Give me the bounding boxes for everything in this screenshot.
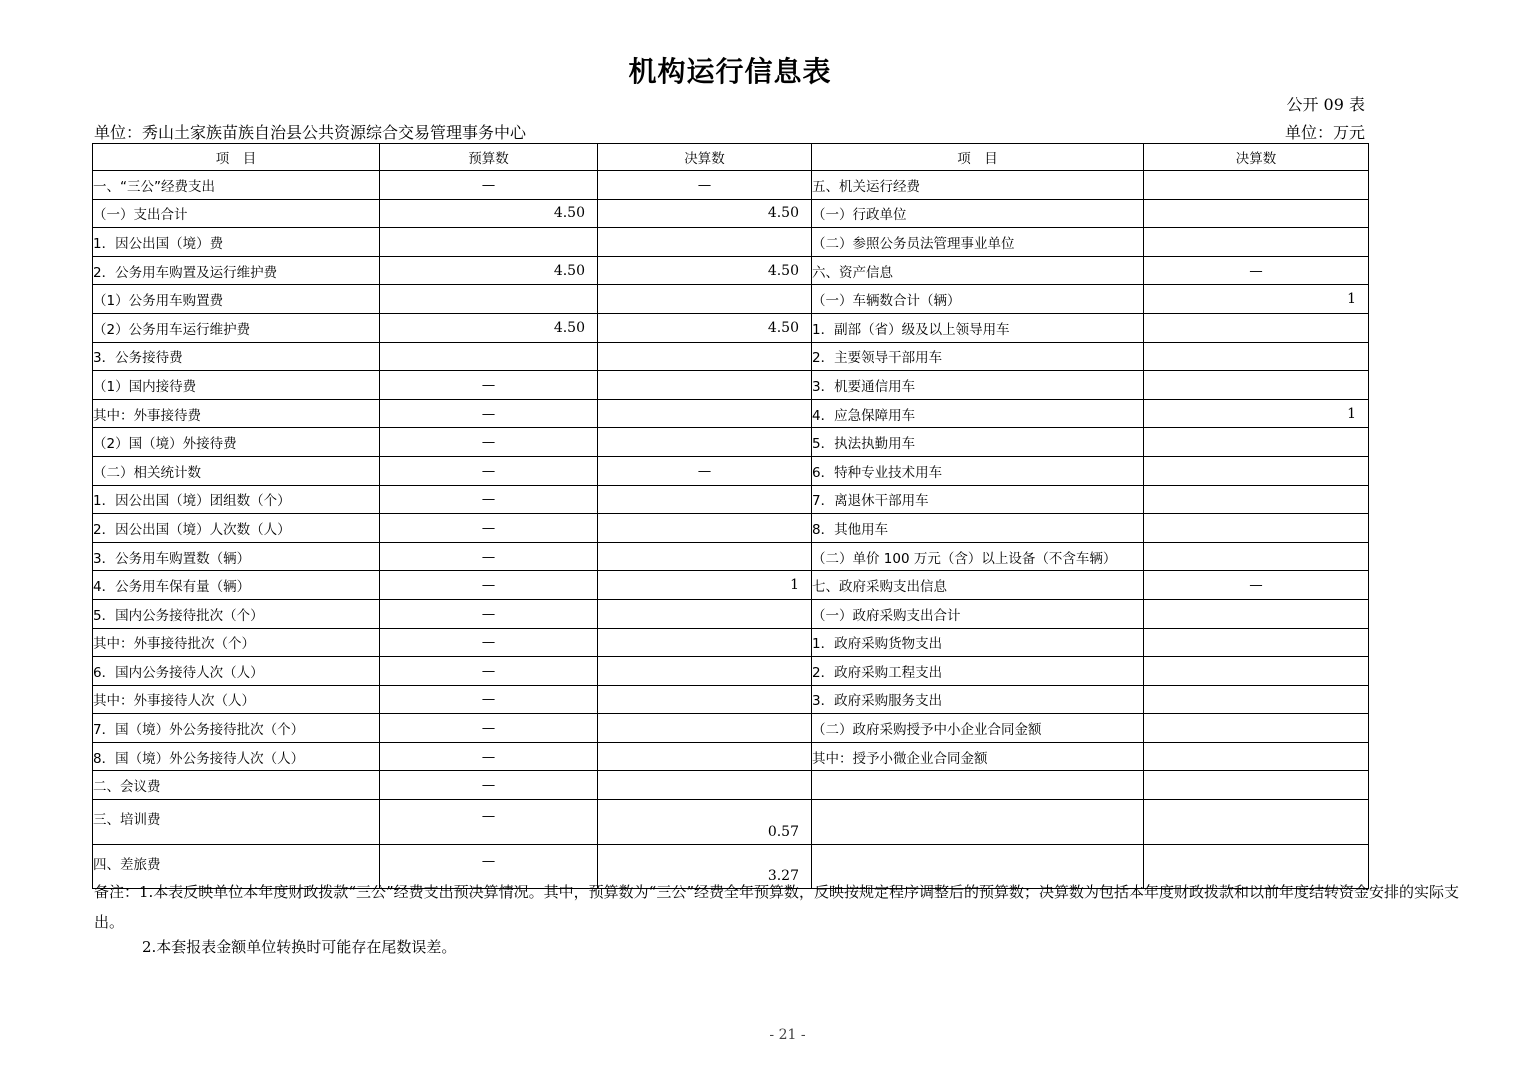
right-final-value	[1144, 599, 1369, 628]
table-row	[93, 313, 1369, 342]
page-title: 机构运行信息表	[628, 55, 832, 88]
right-item-label: 7．离退休干部用车	[812, 485, 1144, 514]
final-value	[598, 428, 812, 457]
right-final-value: 1	[1144, 399, 1369, 428]
right-final-value	[1144, 199, 1369, 228]
row-item-label: 四、差旅费	[93, 844, 380, 889]
table-row	[93, 171, 1369, 200]
table-row	[93, 742, 1369, 771]
budget-value: —	[380, 685, 598, 714]
final-value: 3.27	[598, 844, 812, 889]
right-final-value	[1144, 171, 1369, 200]
currency-unit: 单位：万元	[1284, 123, 1365, 142]
right-final-value	[1144, 371, 1369, 400]
table-row	[93, 599, 1369, 628]
row-item-label: （1）公务用车购置费	[93, 285, 380, 314]
table-row	[93, 514, 1369, 543]
final-value: 0.57	[598, 800, 812, 845]
final-value	[598, 742, 812, 771]
budget-value: 4.50	[380, 256, 598, 285]
right-final-value	[1144, 685, 1369, 714]
right-item-label: 6．特种专业技术用车	[812, 456, 1144, 485]
budget-value: —	[380, 771, 598, 800]
row-item-label: 其中：外事接待批次（个）	[93, 628, 380, 657]
budget-value: —	[380, 714, 598, 743]
final-value	[598, 771, 812, 800]
right-item-label: 3．政府采购服务支出	[812, 685, 1144, 714]
table-row	[93, 399, 1369, 428]
row-item-label: 2．因公出国（境）人次数（人）	[93, 514, 380, 543]
table-row	[93, 285, 1369, 314]
budget-value: —	[380, 657, 598, 686]
final-value	[598, 599, 812, 628]
right-item-label: 2．主要领导干部用车	[812, 342, 1144, 371]
final-value	[598, 342, 812, 371]
final-value	[598, 714, 812, 743]
info-table	[92, 143, 1369, 889]
final-value	[598, 371, 812, 400]
row-item-label: 3．公务接待费	[93, 342, 380, 371]
final-value	[598, 514, 812, 543]
budget-value: 4.50	[380, 313, 598, 342]
right-final-value	[1144, 771, 1369, 800]
right-item-label: 七、政府采购支出信息	[812, 571, 1144, 600]
header-final-right: 决算数	[1144, 144, 1369, 171]
row-item-label: （2）公务用车运行维护费	[93, 313, 380, 342]
table-row	[93, 542, 1369, 571]
right-item-label: 六、资产信息	[812, 256, 1144, 285]
right-final-value	[1144, 514, 1369, 543]
right-item-label: （一）车辆数合计（辆）	[812, 285, 1144, 314]
row-item-label: （二）相关统计数	[93, 456, 380, 485]
row-item-label: 1．因公出国（境）费	[93, 228, 380, 257]
header-budget: 预算数	[380, 144, 598, 171]
budget-value: —	[380, 742, 598, 771]
row-item-label: 2．公务用车购置及运行维护费	[93, 256, 380, 285]
right-final-value	[1144, 628, 1369, 657]
right-item-label: 4．应急保障用车	[812, 399, 1144, 428]
table-row	[93, 199, 1369, 228]
row-item-label: 7．国（境）外公务接待批次（个）	[93, 714, 380, 743]
row-item-label: 二、会议费	[93, 771, 380, 800]
budget-value	[380, 228, 598, 257]
budget-value: —	[380, 571, 598, 600]
final-value	[598, 485, 812, 514]
budget-value: —	[380, 800, 598, 845]
right-final-value	[1144, 657, 1369, 686]
right-item-label: 其中：授予小微企业合同金额	[812, 742, 1144, 771]
right-item-label: 1．政府采购货物支出	[812, 628, 1144, 657]
row-item-label: 8．国（境）外公务接待人次（人）	[93, 742, 380, 771]
right-item-label: 8．其他用车	[812, 514, 1144, 543]
note-2: 2.本套报表金额单位转换时可能存在尾数误差。	[142, 938, 457, 956]
header-item-right: 项 目	[812, 144, 1144, 171]
final-value: 4.50	[598, 256, 812, 285]
row-item-label: 5．国内公务接待批次（个）	[93, 599, 380, 628]
budget-value: —	[380, 542, 598, 571]
right-final-value	[1144, 456, 1369, 485]
right-final-value: —	[1144, 256, 1369, 285]
budget-value	[380, 285, 598, 314]
table-row	[93, 657, 1369, 686]
right-final-value: —	[1144, 571, 1369, 600]
right-item-label: （一）行政单位	[812, 199, 1144, 228]
budget-value: —	[380, 628, 598, 657]
budget-value: —	[380, 428, 598, 457]
form-number: 公开 09 表	[1286, 95, 1365, 114]
budget-value: —	[380, 171, 598, 200]
table-row	[93, 771, 1369, 800]
budget-value: —	[380, 485, 598, 514]
row-item-label: 一、“三公”经费支出	[93, 171, 380, 200]
final-value: —	[598, 456, 812, 485]
right-final-value	[1144, 485, 1369, 514]
final-value: 4.50	[598, 199, 812, 228]
budget-value: —	[380, 371, 598, 400]
final-value	[598, 628, 812, 657]
right-final-value	[1144, 342, 1369, 371]
right-final-value	[1144, 228, 1369, 257]
right-item-label: （二）政府采购授予中小企业合同金额	[812, 714, 1144, 743]
table-row	[93, 485, 1369, 514]
table-row	[93, 371, 1369, 400]
note-1: 备注：1.本表反映单位本年度财政拨款“三公”经费支出预决算情况。其中，预算数为“三公”经费全年预算数，反映按规定程序调整后的预算数；决算数为包括本年度财政拨款和以前年度结转资金安排的实际支出。	[94, 883, 1459, 931]
right-item-label	[812, 800, 1144, 845]
final-value: —	[598, 171, 812, 200]
table-row	[93, 628, 1369, 657]
right-final-value: 1	[1144, 285, 1369, 314]
row-item-label: 1．因公出国（境）团组数（个）	[93, 485, 380, 514]
right-final-value	[1144, 714, 1369, 743]
final-value	[598, 542, 812, 571]
row-item-label: 其中：外事接待人次（人）	[93, 685, 380, 714]
row-item-label: 3．公务用车购置数（辆）	[93, 542, 380, 571]
budget-value: —	[380, 399, 598, 428]
row-item-label: 三、培训费	[93, 800, 380, 845]
final-value	[598, 685, 812, 714]
reporting-unit: 单位：秀山土家族苗族自治县公共资源综合交易管理事务中心	[94, 123, 527, 142]
budget-value: —	[380, 599, 598, 628]
final-value: 4.50	[598, 313, 812, 342]
right-item-label: 3．机要通信用车	[812, 371, 1144, 400]
row-item-label: （1）国内接待费	[93, 371, 380, 400]
right-item-label: 2．政府采购工程支出	[812, 657, 1144, 686]
final-value: 1	[598, 571, 812, 600]
table-row	[93, 256, 1369, 285]
table-row	[93, 456, 1369, 485]
table-row	[93, 800, 1369, 845]
row-item-label: （一）支出合计	[93, 199, 380, 228]
final-value	[598, 399, 812, 428]
right-item-label: 5．执法执勤用车	[812, 428, 1144, 457]
header-final-left: 决算数	[598, 144, 812, 171]
table-header-row	[93, 144, 1369, 171]
budget-value: 4.50	[380, 199, 598, 228]
budget-value: —	[380, 514, 598, 543]
budget-value: —	[380, 844, 598, 889]
right-item-label: 1．副部（省）级及以上领导用车	[812, 313, 1144, 342]
final-value	[598, 657, 812, 686]
table-row	[93, 228, 1369, 257]
budget-value: —	[380, 456, 598, 485]
right-item-label: （二）单价 100 万元（含）以上设备（不含车辆）	[812, 542, 1144, 571]
right-item-label: 五、机关运行经费	[812, 171, 1144, 200]
row-item-label: 6．国内公务接待人次（人）	[93, 657, 380, 686]
right-final-value	[1144, 800, 1369, 845]
table-row	[93, 342, 1369, 371]
table-row	[93, 714, 1369, 743]
right-final-value	[1144, 542, 1369, 571]
right-item-label	[812, 771, 1144, 800]
table-row	[93, 428, 1369, 457]
table-row	[93, 571, 1369, 600]
right-final-value	[1144, 428, 1369, 457]
final-value	[598, 228, 812, 257]
row-item-label: （2）国（境）外接待费	[93, 428, 380, 457]
page-number: - 21 -	[769, 1027, 806, 1043]
right-item-label: （一）政府采购支出合计	[812, 599, 1144, 628]
right-final-value	[1144, 742, 1369, 771]
header-item-left: 项 目	[93, 144, 380, 171]
table-row	[93, 685, 1369, 714]
right-item-label: （二）参照公务员法管理事业单位	[812, 228, 1144, 257]
right-final-value	[1144, 313, 1369, 342]
row-item-label: 其中：外事接待费	[93, 399, 380, 428]
row-item-label: 4．公务用车保有量（辆）	[93, 571, 380, 600]
final-value	[598, 285, 812, 314]
budget-value	[380, 342, 598, 371]
